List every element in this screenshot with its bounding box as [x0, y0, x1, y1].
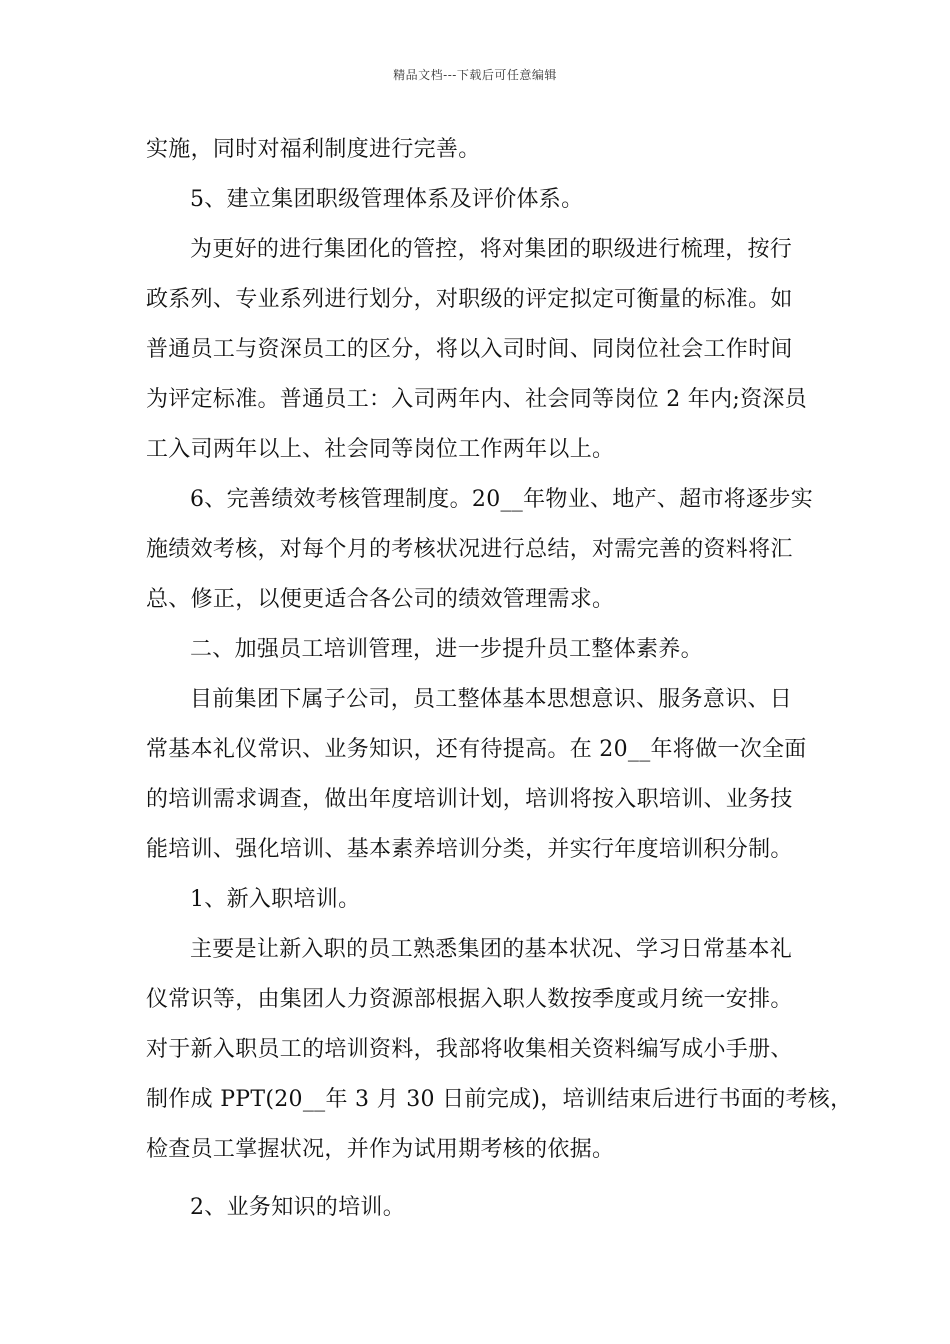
- section-heading: 5、建立集团职级管理体系及评价体系。: [190, 187, 584, 212]
- text-line: 政系列、专业系列进行划分，对职级的评定拟定可衡量的标准。如: [146, 287, 793, 312]
- text-line: 实施，同时对福利制度进行完善。: [146, 137, 481, 162]
- text-line: 检查员工掌握状况，并作为试用期考核的依据。: [146, 1137, 615, 1162]
- paragraph-gap: [146, 1180, 822, 1188]
- text-line: 主要是让新入职的员工熟悉集团的基本状况、学习日常基本礼: [190, 937, 793, 962]
- text-line: 为更好的进行集团化的管控，将对集团的职级进行梳理，按行: [190, 237, 793, 262]
- text-line: 施绩效考核，对每个月的考核状况进行总结，对需完善的资料将汇: [146, 537, 793, 562]
- section-heading: 6、完善绩效考核管理制度。20__年物业、地产、超市将逐步实: [190, 487, 813, 512]
- text-line: 为评定标准。普通员工：入司两年内、社会同等岗位 2 年内;资深员: [146, 387, 807, 412]
- section-heading: 二、加强员工培训管理，进一步提升员工整体素养。: [190, 637, 703, 662]
- text-line: 目前集团下属子公司，员工整体基本思想意识、服务意识、日: [190, 687, 793, 712]
- text-line: 工入司两年以上、社会同等岗位工作两年以上。: [146, 437, 615, 462]
- text-line: 仪常识等，由集团人力资源部根据入职人数按季度或月统一安排。: [146, 987, 793, 1012]
- text-line: 常基本礼仪常识、业务知识，还有待提高。在 20__年将做一次全面: [146, 737, 807, 762]
- page-header: 精品文档---下载后可任意编辑: [393, 68, 557, 82]
- text-line: 制作成 PPT(20__年 3 月 30 日前完成)，培训结束后进行书面的考核，: [146, 1087, 853, 1112]
- section-heading: 2、业务知识的培训。: [190, 1195, 405, 1220]
- document-body: [146, 130, 853, 1238]
- text-line: 能培训、强化培训、基本素养培训分类，并实行年度培训积分制。: [146, 837, 793, 862]
- text-line: 普通员工与资深员工的区分，将以入司时间、同岗位社会工作时间: [146, 337, 793, 362]
- text-line: 的培训需求调查，做出年度培训计划，培训将按入职培训、业务技: [146, 787, 793, 812]
- section-heading: 1、新入职培训。: [190, 887, 361, 912]
- text-line: 对于新入职员工的培训资料，我部将收集相关资料编写成小手册、: [146, 1037, 793, 1062]
- text-line: 总、修正，以便更适合各公司的绩效管理需求。: [146, 587, 615, 612]
